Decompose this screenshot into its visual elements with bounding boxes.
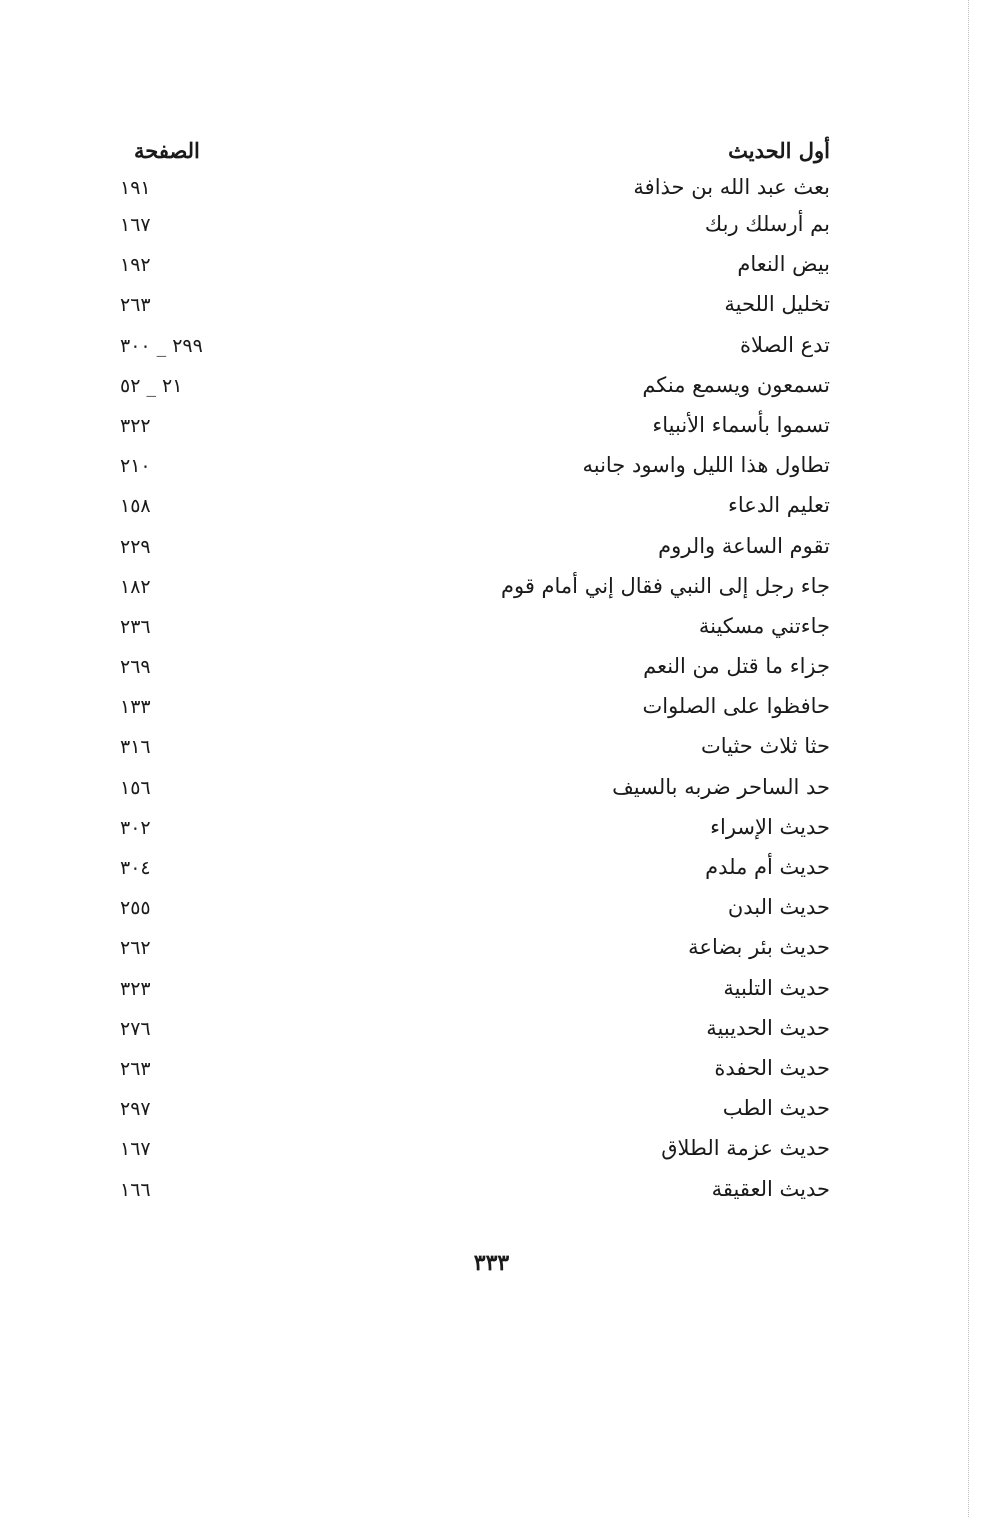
entry-page-number: ٣٢٢ [120, 414, 151, 437]
entry-page-number: ٢٦٣ [120, 294, 151, 317]
entry-page-number: ١٣٣ [120, 696, 151, 719]
title-column-header: أول الحديث [728, 138, 830, 163]
entry-title: بعث عبد الله بن حذافة [633, 175, 830, 199]
entry-title: حثا ثلاث حثيات [700, 734, 830, 759]
entry-page-number: ٣٠٢ [120, 816, 151, 839]
index-header [120, 138, 830, 170]
page-column-header: الصفحة [134, 138, 200, 163]
index-entry-row [120, 284, 830, 324]
entry-page-number: ٢٦٣ [120, 1057, 151, 1080]
index-entry-row [120, 485, 830, 525]
entry-title: جزاء ما قتل من النعم [643, 654, 830, 679]
entry-page-number: ٢٧٦ [120, 1017, 151, 1040]
entry-page-number: ٣٢٣ [120, 977, 151, 1000]
entry-page-number: ١٨٢ [120, 575, 151, 598]
index-entry-row [120, 405, 830, 445]
entry-page-number: ١٩١ [120, 177, 151, 199]
index-entry-row [120, 686, 830, 726]
entry-title: حافظوا على الصلوات [642, 694, 830, 719]
entry-title: تعليم الدعاء [728, 493, 830, 518]
hadith-index-table [120, 138, 830, 1209]
index-entry-row [120, 204, 830, 244]
index-entry-row [120, 807, 830, 847]
page-edge-line [968, 0, 970, 1517]
index-entry-row [120, 325, 830, 365]
entry-page-number: ٢٥٥ [120, 897, 151, 920]
entry-page-number: ٢٢٩ [120, 535, 151, 558]
entry-title: جاءتني مسكينة [698, 613, 830, 638]
index-entry-row [120, 606, 830, 646]
entry-page-number: ٢١ _ ٥٢ [120, 374, 183, 397]
entry-title: تسموا بأسماء الأنبياء [652, 412, 830, 437]
index-entry-row [120, 244, 830, 284]
entry-title: تدع الصلاة [739, 332, 830, 357]
index-entry-row [120, 726, 830, 766]
entry-title: بيض النعام [737, 252, 830, 277]
entry-page-number: ١٦٧ [120, 1138, 151, 1161]
entry-title: حديث العقيقة [711, 1176, 830, 1201]
entry-page-number: ٢٦٢ [120, 937, 151, 960]
index-entry-row [120, 646, 830, 686]
index-entry-row [120, 847, 830, 887]
entry-page-number: ٢١٠ [120, 455, 151, 478]
entry-title: حديث البدن [727, 895, 830, 920]
index-entry-row [120, 170, 830, 204]
entry-title: حديث الحفدة [714, 1055, 830, 1080]
index-entry-row [120, 566, 830, 606]
page-number: ٣٣٣ [473, 1250, 510, 1276]
index-entry-row [120, 1169, 830, 1209]
entry-page-number: ٢٩٧ [120, 1098, 151, 1121]
entry-page-number: ٢٣٦ [120, 615, 151, 638]
index-entry-row [120, 767, 830, 807]
entry-page-number: ١٩٢ [120, 254, 151, 277]
index-entry-row [120, 1128, 830, 1168]
entry-title: حديث الإسراء [710, 814, 830, 839]
entry-title: حديث عزمة الطلاق [661, 1136, 830, 1161]
entry-title: حديث بئر بضاعة [688, 935, 830, 960]
entry-title: حد الساحر ضربه بالسيف [612, 774, 830, 799]
index-entry-row [120, 968, 830, 1008]
entry-page-number: ١٥٨ [120, 495, 151, 518]
entry-page-number: ٢٦٩ [120, 656, 151, 679]
entry-page-number: ٣١٦ [120, 736, 151, 759]
index-entry-row [120, 1048, 830, 1088]
entry-page-number: ٢٩٩ _ ٣٠٠ [120, 334, 203, 357]
entry-page-number: ١٦٧ [120, 214, 151, 236]
index-entry-row [120, 1088, 830, 1128]
index-entries [120, 170, 830, 1209]
index-entry-row [120, 365, 830, 405]
entry-page-number: ١٥٦ [120, 776, 151, 799]
entry-page-number: ٣٠٤ [120, 857, 151, 879]
entry-title: حديث الحديبية [706, 1015, 830, 1040]
entry-title: حديث الطب [722, 1096, 830, 1121]
entry-page-number: ١٦٦ [120, 1178, 151, 1201]
index-entry-row [120, 927, 830, 967]
entry-title: تطاول هذا الليل واسود جانبه [582, 453, 830, 478]
index-entry-row [120, 526, 830, 566]
index-entry-row [120, 445, 830, 485]
entry-title: تقوم الساعة والروم [658, 533, 830, 558]
entry-title: تسمعون ويسمع منكم [642, 372, 830, 397]
entry-title: حديث أم ملدم [705, 855, 830, 879]
entry-title: جاء رجل إلى النبي فقال إني أمام قوم [500, 573, 830, 598]
entry-title: بم أرسلك ربك [704, 212, 830, 236]
entry-title: حديث التلبية [723, 975, 830, 1000]
index-entry-row [120, 887, 830, 927]
entry-title: تخليل اللحية [724, 292, 830, 317]
index-entry-row [120, 1008, 830, 1048]
